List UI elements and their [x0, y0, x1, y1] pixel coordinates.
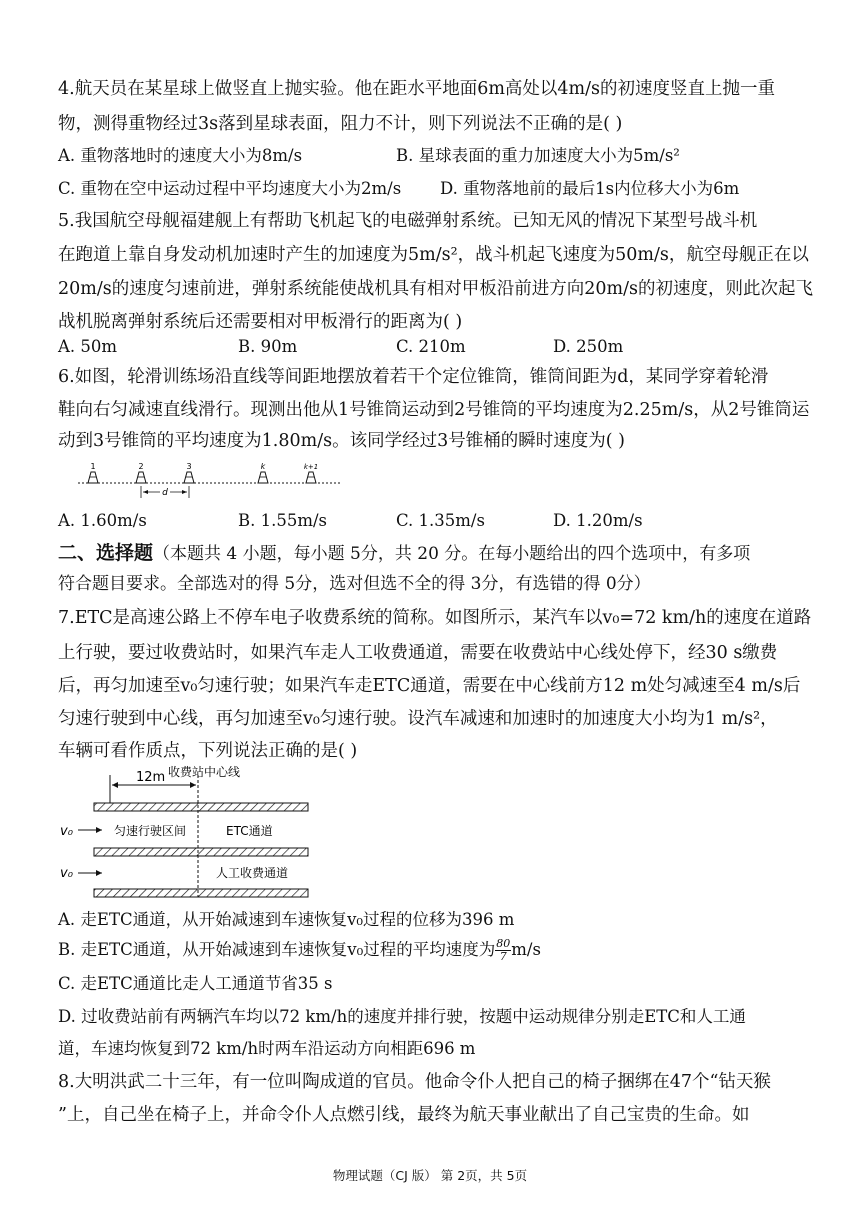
q6-stem-line-3: 动到3号锥筒的平均速度为1.80m/s。该同学经过3号锥桶的瞬时速度为( ) [58, 431, 625, 451]
q5-stem-line-1: 5.我国航空母舰福建舰上有帮助飞机起飞的电磁弹射系统。已知无风的情况下某型号战斗机 [58, 211, 758, 231]
q5-option-a[interactable]: A. 50m [58, 337, 118, 356]
q8-stem-line-1: 8.大明洪武二十三年，有一位叫陶成道的官员。他命令仆人把自己的椅子捆绑在47个“钻天猴 [58, 1072, 771, 1092]
q4-option-c[interactable]: C. 重物在空中运动过程中平均速度大小为2m/s [58, 179, 402, 198]
q7-stem-line-2: 上行驶，要过收费站时，如果汽车走人工收费通道，需要在收费站中心线处停下，经30 s缴费 [58, 643, 778, 663]
q7-option-d-line-1[interactable]: D. 过收费站前有两辆汽车均以72 km/h的速度并排行驶，按题中运动规律分别走ETC和人工通 [58, 1007, 746, 1026]
q5-option-c[interactable]: C. 210m [396, 337, 466, 356]
cone-icon [184, 472, 194, 483]
section-2-header [58, 540, 750, 567]
fraction-numerator: 80 [496, 937, 511, 950]
cone-label-k: k [260, 462, 266, 471]
q8-stem-line-2: ”上，自己坐在椅子上，并命令仆人点燃引线，最终为航天事业献出了自己宝贵的生命。如 [58, 1105, 750, 1125]
q6-option-d[interactable]: D. 1.20m/s [553, 511, 643, 530]
q6-cone-figure [78, 460, 348, 502]
q7-stem-line-5: 车辆可看作质点，下列说法正确的是( ) [58, 741, 358, 761]
cone-icon [88, 472, 98, 483]
q5-stem-line-3: 20m/s的速度匀速前进，弹射系统能使战机具有相对甲板沿前进方向20m/s的初速度，则此次起飞 [58, 279, 813, 299]
manual-lane-label: 人工收费通道 [216, 866, 289, 880]
q7-option-c[interactable]: C. 走ETC通道比走人工通道节省35 s [58, 974, 333, 993]
q7-toll-figure [58, 765, 318, 903]
q4-option-d[interactable]: D. 重物落地前的最后1s内位移大小为6m [440, 179, 740, 198]
center-line-label: 收费站中心线 [168, 765, 241, 779]
q7-stem-line-3: 后，再匀加速至v₀匀速行驶；如果汽车走ETC通道，需要在中心线前方12 m处匀减速至4 m/s后 [58, 676, 801, 696]
q6-option-b[interactable]: B. 1.55m/s [238, 511, 328, 530]
distance-label: 12m [136, 770, 166, 785]
q4-option-b[interactable]: B. 星球表面的重力加速度大小为5m/s² [396, 146, 680, 165]
cone-label-k-plus-1: k+1 [303, 463, 319, 471]
v0-label-manual: v₀ [60, 866, 73, 881]
cone-icon [136, 472, 146, 483]
cone-icon [258, 472, 268, 483]
q4-stem-line-2: 物，测得重物经过3s落到星球表面，阻力不计，则下列说法不正确的是( ) [58, 114, 623, 134]
v0-label-etc: v₀ [60, 824, 73, 839]
cone-label-2: 2 [138, 462, 144, 471]
q7-stem-line-4: 匀速行驶到中心线，再匀加速至v₀匀速行驶。设汽车减速和加速时的加速度大小均为1 m/s²， [58, 709, 778, 729]
uniform-zone-label: 匀速行驶区间 [114, 824, 187, 838]
q6-stem-line-1: 6.如图，轮滑训练场沿直线等间距地摆放着若干个定位锥筒，锥筒间距为d，某同学穿着轮滑 [58, 367, 769, 387]
section-2-desc-1: （本题共 4 小题，每小题 5分，共 20 分。在每小题给出的四个选项中，有多项 [153, 544, 751, 564]
q6-option-a[interactable]: A. 1.60m/s [58, 511, 147, 530]
q7-option-d-line-2[interactable]: 道，车速均恢复到72 km/h时两车沿运动方向相距696 m [58, 1039, 476, 1058]
section-2-title: 二、选择题 [58, 542, 154, 564]
q5-option-d[interactable]: D. 250m [553, 337, 624, 356]
q4-option-a[interactable]: A. 重物落地时的速度大小为8m/s [58, 146, 303, 165]
q7-stem-line-1: 7.ETC是高速公路上不停车电子收费系统的简称。如图所示，某汽车以v₀=72 km/h的速度在道路 [58, 608, 812, 628]
section-2-desc-2: 符合题目要求。全部选对的得 5分，选对但选不全的得 3分，有选错的得 0分） [58, 574, 651, 594]
q7-option-b-unit: m/s [511, 940, 541, 959]
page-footer: 物理试题（CJ 版） 第 2页，共 5页 [332, 1168, 528, 1183]
q4-stem-line-1: 4.航天员在某星球上做竖直上抛实验。他在距水平地面6m高处以4m/s的初速度竖直上抛一重 [58, 79, 776, 99]
q5-option-b[interactable]: B. 90m [238, 337, 298, 356]
spacing-label-d: d [162, 488, 168, 498]
etc-lane-label: ETC通道 [226, 824, 273, 838]
cone-label-3: 3 [186, 462, 192, 471]
q7-option-b[interactable] [58, 938, 541, 963]
q6-option-c[interactable]: C. 1.35m/s [396, 511, 485, 530]
cone-label-1: 1 [90, 462, 96, 471]
q7-option-a[interactable]: A. 走ETC通道，从开始减速到车速恢复v₀过程的位移为396 m [58, 910, 515, 929]
q7-option-b-text: B. 走ETC通道，从开始减速到车速恢复v₀过程的平均速度为 [58, 940, 496, 959]
cone-icon [306, 472, 316, 483]
fraction-denominator: 7 [499, 950, 507, 963]
q5-stem-line-2: 在跑道上靠自身发动机加速时产生的加速度为5m/s²，战斗机起飞速度为50m/s，航空母舰正在以 [58, 245, 809, 265]
q7-option-b-fraction [495, 938, 511, 963]
q6-stem-line-2: 鞋向右匀减速直线滑行。现测出他从1号锥筒运动到2号锥筒的平均速度为2.25m/s，从2号锥筒运 [58, 400, 810, 420]
q5-stem-line-4: 战机脱离弹射系统后还需要相对甲板滑行的距离为( ) [58, 312, 463, 332]
